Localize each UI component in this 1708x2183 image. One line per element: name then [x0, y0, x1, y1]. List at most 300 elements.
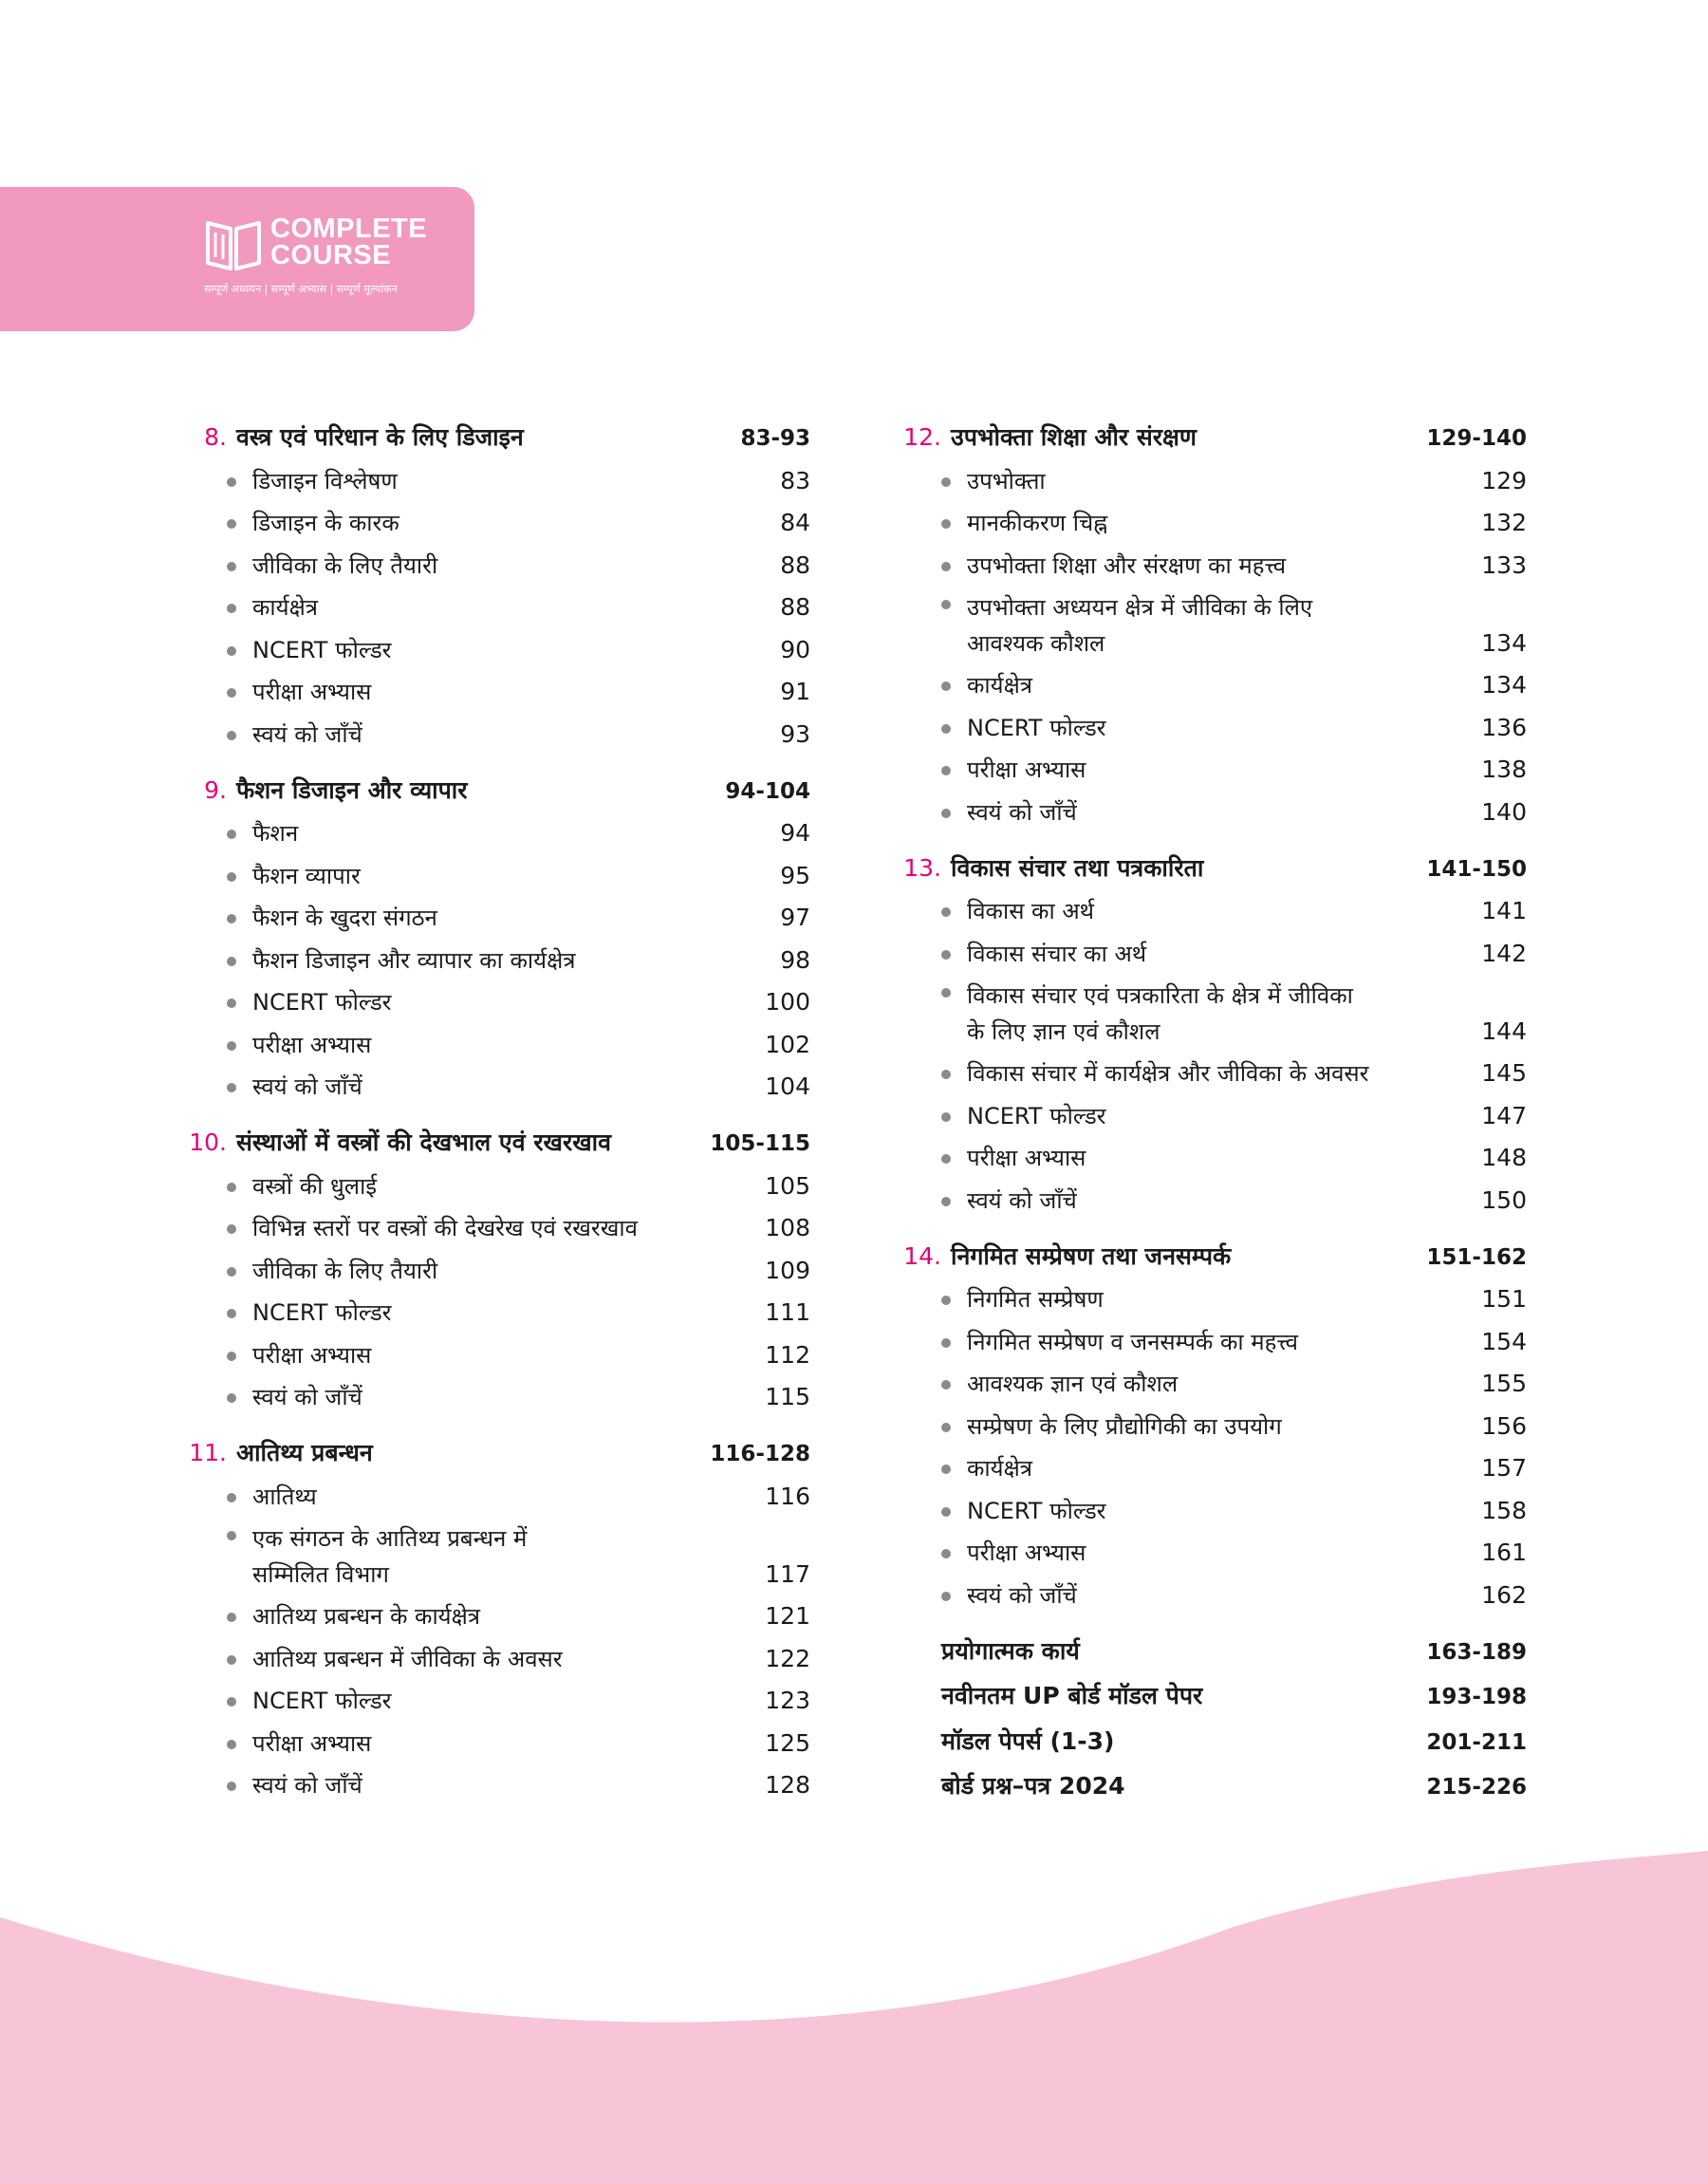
chapter-title: संस्थाओं में वस्त्रों की देखभाल एवं रखरखाव	[236, 1129, 612, 1156]
extra-pages: 215-226	[1426, 1775, 1527, 1800]
topic-text-line: NCERT फोल्डर	[252, 636, 392, 663]
topic-page: 145	[1481, 1059, 1527, 1087]
topic-text	[967, 1183, 1481, 1222]
topic-text	[967, 1493, 1481, 1532]
topic-text-line: कार्यक्षेत्र	[967, 672, 1033, 699]
topic-text	[252, 1337, 765, 1376]
topic-text	[252, 900, 780, 939]
topic-text-line: सम्मिलित विभाग	[252, 1560, 389, 1588]
topic-page: 150	[1481, 1185, 1527, 1214]
topic-text	[252, 1598, 765, 1637]
bullet-icon	[227, 957, 236, 966]
topic-item[interactable]	[897, 1405, 1527, 1447]
topic-page: 112	[765, 1340, 810, 1369]
bullet-icon	[941, 1592, 951, 1601]
logo-title-line1: COMPLETE	[270, 214, 428, 244]
topic-text-line: स्वयं को जाँचें	[252, 1384, 362, 1410]
topic-text	[967, 1055, 1481, 1094]
topic-item[interactable]	[182, 544, 810, 587]
topic-item[interactable]	[182, 628, 810, 671]
topic-text-line: एक संगठन के आतिथ्य प्रबन्धन में	[252, 1524, 528, 1552]
chapter-title: निगमित सम्प्रेषण तथा जनसम्पर्क	[951, 1241, 1232, 1270]
topic-text	[252, 942, 780, 981]
decorative-wave	[0, 1851, 1708, 2183]
topic-text	[967, 1324, 1481, 1363]
chapter-section	[182, 1431, 810, 1806]
chapter-heading[interactable]	[897, 1235, 1527, 1278]
topic-text	[252, 1379, 765, 1418]
topic-item[interactable]	[897, 544, 1527, 587]
topic-text	[252, 1027, 765, 1066]
topic-page: 88	[780, 593, 810, 621]
topic-page: 148	[1481, 1144, 1527, 1171]
chapter-pages: 129-140	[1426, 426, 1527, 451]
topic-text-line: NCERT फोल्डर	[252, 989, 392, 1016]
topic-page: 100	[765, 988, 810, 1016]
topic-text-line: परीक्षा अभ्यास	[252, 1341, 372, 1369]
bullet-icon	[941, 600, 951, 609]
chapter-heading[interactable]	[897, 416, 1527, 459]
topic-page: 88	[780, 550, 810, 579]
chapter-title: फैशन डिजाइन और व्यापार	[236, 775, 468, 804]
topic-text-line: NCERT फोल्डर	[967, 1497, 1106, 1524]
topic-text	[252, 674, 780, 713]
topic-page: 121	[765, 1602, 810, 1630]
topic-text	[967, 1281, 1481, 1320]
topic-text-line: वस्त्रों की धुलाई	[252, 1172, 378, 1200]
bullet-icon	[227, 1041, 236, 1051]
topic-item[interactable]	[182, 1637, 810, 1680]
topic-text-line: कार्यक्षेत्र	[967, 1455, 1033, 1482]
topic-page: 93	[780, 719, 810, 748]
topic-text	[252, 505, 780, 544]
topic-text-line: डिजाइन के कारक	[252, 510, 399, 536]
topic-page: 122	[765, 1644, 810, 1672]
topic-text-line: के लिए ज्ञान एवं कौशल	[967, 1017, 1160, 1045]
bullet-icon	[227, 646, 236, 656]
topic-item[interactable]	[182, 1066, 810, 1109]
bullet-icon	[941, 809, 951, 818]
topic-item[interactable]	[897, 1447, 1527, 1490]
book-icon	[204, 215, 263, 271]
bullet-icon	[227, 731, 236, 740]
extra-pages: 201-211	[1426, 1729, 1527, 1755]
bullet-icon	[941, 1154, 951, 1164]
topic-page: 158	[1481, 1496, 1527, 1524]
extra-sections	[897, 1630, 1527, 1810]
chapter-number: 11.	[189, 1439, 227, 1466]
topic-item[interactable]	[182, 1764, 810, 1807]
topic-text-line: आवश्यक ज्ञान एवं कौशल	[967, 1371, 1179, 1397]
chapter-title: उपभोक्ता शिक्षा और संरक्षण	[951, 423, 1197, 451]
topic-item[interactable]	[182, 1023, 810, 1066]
topic-page: 138	[1481, 756, 1527, 783]
topic-item[interactable]	[897, 459, 1527, 502]
bullet-icon	[227, 688, 236, 698]
topic-text-line: परीक्षा अभ्यास	[967, 1145, 1086, 1171]
topic-page: 109	[765, 1256, 810, 1284]
topic-item[interactable]	[182, 671, 810, 714]
bullet-icon	[941, 950, 951, 960]
bullet-icon	[227, 1493, 236, 1502]
topic-item[interactable]	[897, 1532, 1527, 1575]
topic-item[interactable]	[897, 932, 1527, 975]
chapter-number: 9.	[204, 775, 227, 804]
topic-page: 115	[765, 1383, 810, 1410]
chapter-title: आतिथ्य प्रबन्धन	[236, 1439, 373, 1466]
topic-item[interactable]	[182, 1722, 810, 1764]
topic-page: 141	[1481, 897, 1527, 924]
bullet-icon	[941, 1549, 951, 1558]
chapter-section	[897, 847, 1527, 1222]
topic-text-line: स्वयं को जाँचें	[967, 1581, 1077, 1609]
topic-page: 105	[765, 1171, 810, 1200]
topic-item[interactable]	[182, 713, 810, 756]
topic-text	[252, 548, 780, 587]
bullet-icon	[227, 1267, 236, 1277]
bullet-icon	[941, 477, 951, 487]
topic-text-line: स्वयं को जाँचें	[252, 1073, 362, 1100]
topic-item[interactable]	[897, 1320, 1527, 1363]
chapter-section	[897, 1235, 1527, 1616]
topic-text	[967, 978, 1481, 1053]
chapter-heading[interactable]	[182, 769, 810, 812]
topic-page: 156	[1481, 1411, 1527, 1440]
topic-page: 155	[1481, 1370, 1527, 1397]
topic-item[interactable]	[182, 459, 810, 502]
topic-text	[967, 589, 1481, 664]
bullet-icon	[941, 681, 951, 691]
topic-item[interactable]	[182, 981, 810, 1024]
bullet-icon	[941, 519, 951, 529]
topic-text-line: विभिन्न स्तरों पर वस्त्रों की देखरेख एवं रखरखाव	[252, 1215, 638, 1241]
topic-text	[252, 815, 780, 854]
bullet-icon	[941, 1338, 951, 1348]
extra-title: बोर्ड प्रश्न–पत्र 2024	[941, 1772, 1125, 1800]
topic-text-line: स्वयं को जाँचें	[967, 1186, 1077, 1214]
chapter-pages: 105-115	[710, 1131, 810, 1156]
bullet-icon	[227, 914, 236, 924]
topic-text-line: जीविका के लिए तैयारी	[252, 1257, 438, 1284]
topic-page: 95	[780, 861, 810, 889]
bullet-icon	[227, 998, 236, 1008]
topic-text	[967, 1366, 1481, 1405]
chapter-heading[interactable]	[182, 1121, 810, 1165]
topic-text	[967, 1535, 1481, 1574]
topic-item[interactable]	[182, 1249, 810, 1292]
topic-text	[967, 1450, 1481, 1489]
topic-page: 162	[1481, 1580, 1527, 1609]
topic-text-line: परीक्षा अभ्यास	[967, 756, 1086, 783]
topic-page: 133	[1481, 550, 1527, 579]
topic-text-line: फैशन के खुदरा संगठन	[252, 905, 437, 931]
topic-text	[967, 1577, 1481, 1616]
topic-item[interactable]	[182, 939, 810, 981]
topic-item[interactable]	[182, 587, 810, 629]
topic-text-line: फैशन व्यापार	[252, 862, 361, 889]
topic-text	[967, 667, 1481, 706]
topic-text	[967, 794, 1481, 833]
extra-title: मॉडल पेपर्स (1-3)	[941, 1726, 1115, 1755]
chapter-number: 10.	[189, 1129, 227, 1156]
extra-pages: 193-198	[1426, 1685, 1527, 1709]
topic-item[interactable]	[182, 1595, 810, 1638]
topic-page: 154	[1481, 1327, 1527, 1355]
bullet-icon	[227, 1613, 236, 1622]
topic-item[interactable]	[897, 587, 1527, 664]
topic-text-line: डिजाइन विश्लेषण	[252, 467, 398, 494]
chapter-pages: 83-93	[740, 426, 810, 451]
chapter-title: वस्त्र एवं परिधान के लिए डिजाइन	[236, 423, 524, 451]
topic-page: 123	[765, 1687, 810, 1714]
chapter-number: 12.	[903, 423, 941, 451]
bullet-icon	[227, 562, 236, 571]
topic-text-line: परीक्षा अभ्यास	[252, 679, 372, 705]
logo-title-line2: COURSE	[270, 240, 392, 271]
topic-item[interactable]	[897, 890, 1527, 933]
topic-page: 136	[1481, 713, 1527, 741]
bullet-icon	[941, 1423, 951, 1432]
topic-page: 104	[765, 1073, 810, 1100]
bullet-icon	[227, 830, 236, 839]
topic-page: 116	[765, 1482, 810, 1510]
topic-text-line: परीक्षा अभ्यास	[967, 1539, 1086, 1566]
topic-item[interactable]	[897, 749, 1527, 792]
topic-text	[252, 1683, 765, 1722]
topic-item[interactable]	[182, 1207, 810, 1250]
topic-page: 102	[765, 1030, 810, 1058]
bullet-icon	[941, 988, 951, 998]
topic-text-line: NCERT फोल्डर	[252, 1688, 392, 1714]
topic-item[interactable]	[897, 1094, 1527, 1137]
chapter-heading[interactable]	[897, 847, 1527, 890]
topic-text-line: उपभोक्ता	[967, 467, 1046, 494]
bullet-icon	[227, 519, 236, 529]
topic-page: 161	[1481, 1539, 1527, 1566]
topic-text	[967, 893, 1481, 932]
topic-text-line: स्वयं को जाँचें	[967, 798, 1077, 826]
topic-text-line: परीक्षा अभ्यास	[252, 1729, 372, 1757]
topic-text	[252, 984, 765, 1023]
extra-entry[interactable]	[897, 1630, 1527, 1675]
bullet-icon	[227, 1224, 236, 1234]
topic-page: 125	[765, 1728, 810, 1757]
topic-item[interactable]	[182, 1165, 810, 1207]
chapter-number: 14.	[903, 1241, 941, 1270]
topic-item[interactable]	[897, 1137, 1527, 1180]
topic-item[interactable]	[897, 664, 1527, 707]
chapter-section	[182, 769, 810, 1109]
topic-item[interactable]	[182, 812, 810, 855]
topic-text-line: आतिथ्य प्रबन्धन में जीविका के अवसर	[252, 1645, 563, 1672]
bullet-icon	[227, 1183, 236, 1192]
topic-text	[967, 1098, 1481, 1137]
topic-page: 142	[1481, 939, 1527, 967]
topic-page: 129	[1481, 466, 1527, 494]
topic-page: 97	[780, 904, 810, 931]
topic-item[interactable]	[897, 1489, 1527, 1532]
topic-page: 144	[1481, 1017, 1527, 1045]
chapter-number: 13.	[903, 853, 941, 882]
topic-page: 91	[780, 678, 810, 705]
topic-item[interactable]	[182, 1376, 810, 1419]
topic-text-line: विकास संचार में कार्यक्षेत्र और जीविका के अवसर	[967, 1060, 1369, 1087]
topic-text-line: स्वयं को जाँचें	[252, 720, 362, 748]
topic-text	[252, 1521, 765, 1595]
topic-page: 157	[1481, 1454, 1527, 1482]
topic-text-line: आतिथ्य प्रबन्धन के कार्यक्षेत्र	[252, 1603, 481, 1630]
bullet-icon	[227, 1309, 236, 1318]
topic-item[interactable]	[897, 1363, 1527, 1406]
chapter-pages: 116-128	[710, 1442, 810, 1466]
topic-text	[252, 717, 780, 756]
bullet-icon	[941, 1465, 951, 1474]
topic-page: 94	[780, 819, 810, 847]
bullet-icon	[227, 1655, 236, 1665]
topic-item[interactable]	[897, 791, 1527, 833]
extra-entry[interactable]	[897, 1674, 1527, 1720]
extra-title: नवीनतम UP बोर्ड मॉडल पेपर	[941, 1682, 1203, 1709]
topic-item[interactable]	[182, 502, 810, 545]
topic-text	[252, 1479, 765, 1518]
topic-item[interactable]	[182, 854, 810, 897]
topic-text	[252, 1726, 765, 1764]
chapter-pages: 151-162	[1426, 1244, 1527, 1270]
topic-text-line: निगमित सम्प्रेषण	[967, 1286, 1104, 1313]
topic-text-line: परीक्षा अभ्यास	[252, 1031, 372, 1058]
topic-page: 117	[765, 1559, 810, 1588]
topic-page: 128	[765, 1771, 810, 1799]
bullet-icon	[941, 907, 951, 917]
topic-item[interactable]	[182, 1475, 810, 1518]
toc-left-column	[182, 416, 810, 1819]
topic-page: 111	[765, 1298, 810, 1326]
topic-page: 90	[780, 635, 810, 663]
bullet-icon	[941, 724, 951, 734]
topic-item[interactable]	[182, 1334, 810, 1376]
chapter-heading[interactable]	[182, 1431, 810, 1475]
topic-text-line: उपभोक्ता अध्ययन क्षेत्र में जीविका के लिए	[967, 593, 1313, 621]
topic-page: 83	[780, 466, 810, 494]
topic-item[interactable]	[897, 1053, 1527, 1095]
topic-text-line: NCERT फोल्डर	[967, 1102, 1106, 1129]
topic-item[interactable]	[182, 1518, 810, 1595]
toc-right-column	[897, 416, 1527, 1810]
topic-text	[967, 1140, 1481, 1179]
topic-text-line: विकास का अर्थ	[967, 898, 1095, 924]
bullet-icon	[227, 1531, 236, 1540]
bullet-icon	[227, 1782, 236, 1791]
extra-pages: 163-189	[1426, 1639, 1527, 1665]
topic-page: 134	[1481, 671, 1527, 699]
topic-item[interactable]	[897, 1574, 1527, 1616]
topic-text	[967, 463, 1481, 502]
topic-text	[252, 1210, 765, 1249]
chapter-title: विकास संचार तथा पत्रकारिता	[951, 853, 1204, 882]
topic-text-line: फैशन	[252, 820, 299, 847]
bullet-icon	[227, 1352, 236, 1361]
logo-tagline: सम्पूर्ण अध्ययन | सम्पूर्ण अभ्यास | सम्पूर्ण मूल्यांकन	[204, 283, 398, 295]
bullet-icon	[227, 477, 236, 487]
topic-text-line: फैशन डिजाइन और व्यापार का कार्यक्षेत्र	[252, 946, 576, 974]
bullet-icon	[227, 1083, 236, 1092]
bullet-icon	[941, 766, 951, 775]
chapter-pages: 94-104	[725, 778, 810, 804]
topic-text-line: विकास संचार एवं पत्रकारिता के क्षेत्र में जीविका	[967, 981, 1353, 1009]
bullet-icon	[941, 1296, 951, 1305]
topic-item[interactable]	[897, 706, 1527, 749]
topic-text-line: सम्प्रेषण के लिए प्रौद्योगिकी का उपयोग	[967, 1412, 1282, 1440]
topic-page: 147	[1481, 1101, 1527, 1129]
topic-page: 98	[780, 945, 810, 974]
topic-page: 140	[1481, 797, 1527, 826]
topic-text	[967, 505, 1481, 544]
chapter-heading[interactable]	[182, 416, 810, 459]
topic-text	[967, 752, 1481, 791]
topic-text	[967, 1409, 1481, 1447]
extra-title: प्रयोगात्मक कार्य	[941, 1636, 1080, 1665]
bullet-icon	[227, 604, 236, 613]
topic-page: 84	[780, 509, 810, 536]
topic-text	[252, 1767, 765, 1806]
topic-text	[252, 463, 780, 502]
topic-page: 151	[1481, 1285, 1527, 1313]
topic-item[interactable]	[897, 975, 1527, 1053]
topic-text-line: विकास संचार का अर्थ	[967, 940, 1147, 967]
bullet-icon	[227, 1740, 236, 1749]
extra-entry[interactable]	[897, 1764, 1527, 1810]
topic-page: 134	[1481, 628, 1527, 657]
topic-text	[967, 936, 1481, 975]
topic-text-line: NCERT फोल्डर	[967, 714, 1106, 741]
topic-text-line: NCERT फोल्डर	[252, 1299, 392, 1326]
topic-text-line: कार्यक्षेत्र	[252, 594, 319, 621]
topic-text	[252, 1253, 765, 1292]
chapter-section	[897, 416, 1527, 833]
logo-banner	[0, 187, 474, 331]
topic-page: 132	[1481, 509, 1527, 536]
topic-text	[252, 1295, 765, 1334]
topic-text-line: आवश्यक कौशल	[967, 629, 1105, 657]
topic-text	[252, 1641, 765, 1680]
topic-item[interactable]	[182, 1680, 810, 1723]
bullet-icon	[941, 1197, 951, 1206]
chapter-section	[182, 1121, 810, 1418]
chapter-pages: 141-150	[1426, 856, 1527, 882]
topic-text	[252, 1069, 765, 1108]
topic-text-line: निगमित सम्प्रेषण व जनसम्पर्क का महत्त्व	[967, 1328, 1298, 1355]
topic-text-line: मानकीकरण चिह्न	[967, 510, 1108, 536]
topic-text	[252, 632, 780, 671]
topic-text	[967, 548, 1481, 587]
topic-item[interactable]	[897, 1278, 1527, 1321]
bullet-icon	[941, 1507, 951, 1517]
topic-item[interactable]	[182, 1292, 810, 1334]
topic-item[interactable]	[182, 897, 810, 940]
bullet-icon	[941, 562, 951, 571]
topic-text-line: जीविका के लिए तैयारी	[252, 551, 438, 579]
bullet-icon	[941, 1070, 951, 1079]
bullet-icon	[227, 1393, 236, 1403]
topic-text	[252, 589, 780, 628]
topic-text-line: उपभोक्ता शिक्षा और संरक्षण का महत्त्व	[967, 551, 1287, 579]
topic-item[interactable]	[897, 1179, 1527, 1222]
topic-text	[967, 710, 1481, 749]
topic-item[interactable]	[897, 502, 1527, 545]
chapter-section	[182, 416, 810, 756]
extra-entry[interactable]	[897, 1720, 1527, 1765]
topic-text-line: स्वयं को जाँचें	[252, 1772, 362, 1799]
